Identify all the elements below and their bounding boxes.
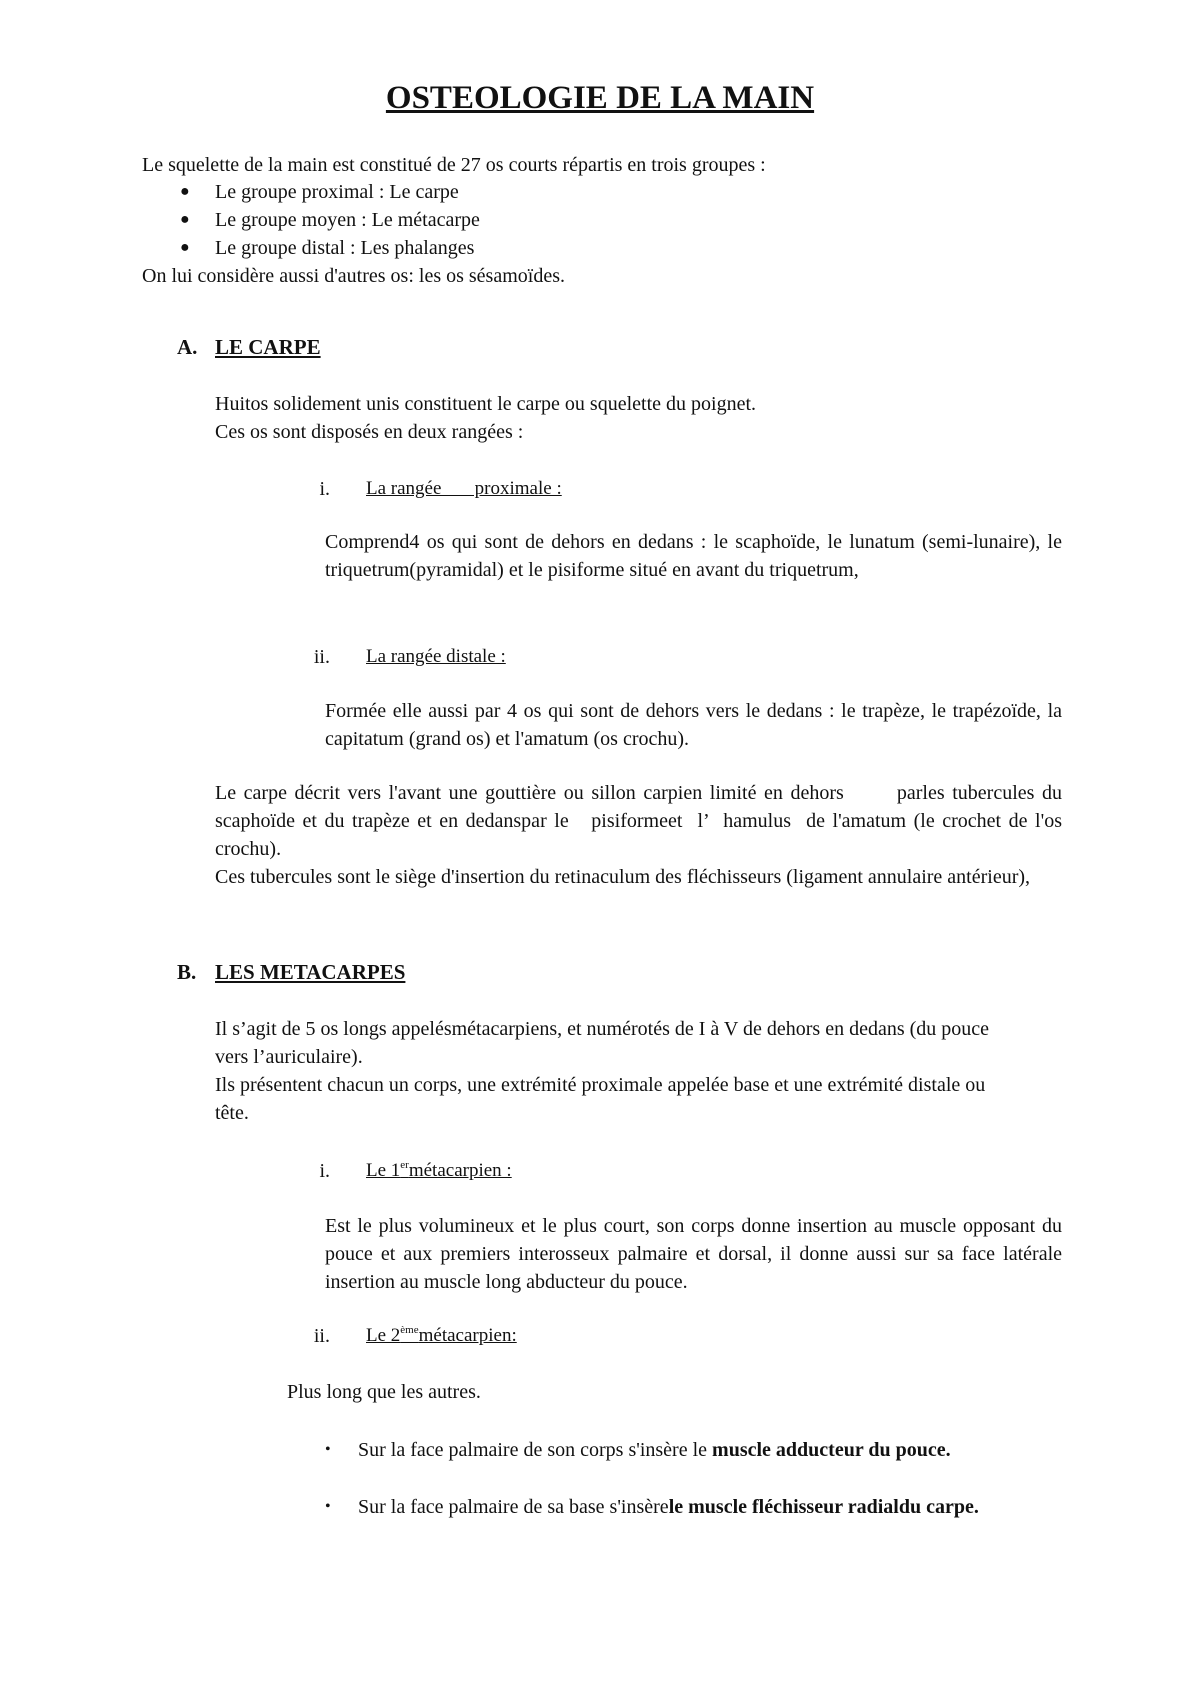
section-letter: B.: [177, 960, 197, 984]
bullet-text-normal: Sur la face palmaire de son corps s'insère le: [358, 1439, 713, 1461]
label-superscript: er: [400, 1159, 409, 1171]
subsection-number: ii.: [313, 646, 330, 668]
bullet-text: Le groupe proximal : Le carpe: [215, 181, 459, 203]
section-a-paragraph: Ces tubercules sont le siège d'insertion du retinaculum des fléchisseurs (ligament annulaire antérieur),: [215, 866, 1031, 888]
subsection-number: ii.: [313, 1325, 330, 1347]
subsection-number: i.: [319, 1160, 330, 1182]
document-title: OSTEOLOGIE DE LA MAIN: [385, 80, 815, 116]
intro-text: Le squelette de la main est constitué de 27 os courts répartis en trois groupes :: [142, 154, 766, 176]
label-part: Le 2: [366, 1325, 401, 1346]
subsection-title: [366, 1157, 512, 1185]
subsection-number: i.: [319, 478, 330, 500]
bullet-icon: •: [325, 1498, 331, 1515]
section-a-paragraph: Huitos solidement unis constituent le carpe ou squelette du poignet.: [215, 393, 757, 415]
section-b-paragraph: Il s’agit de 5 os longs appelésmétacarpiens, et numérotés de I à V de dehors en dedans (du pouce vers l’auriculaire).: [215, 1018, 990, 1068]
label-part: Le 1: [366, 1160, 401, 1181]
bullet-text-bold: le muscle fléchisseur radialdu carpe.: [668, 1496, 979, 1518]
intro-note: On lui considère aussi d'autres os: les os sésamoïdes.: [142, 265, 565, 287]
label-part: métacarpien:: [418, 1325, 517, 1346]
subsection-text: Plus long que les autres.: [287, 1381, 481, 1403]
subsection-title: La rangée distale :: [366, 646, 506, 667]
section-title: LES METACARPES: [215, 960, 406, 984]
subsection-title: La rangée proximale :: [366, 478, 562, 499]
bullet-icon: ●: [180, 183, 190, 200]
bullet-icon: ●: [180, 211, 190, 228]
label-part: métacarpien :: [408, 1160, 512, 1181]
section-title: LE CARPE: [215, 335, 321, 359]
bullet-text: Le groupe moyen : Le métacarpe: [215, 209, 480, 231]
section-letter: A.: [177, 335, 198, 359]
label-superscript: ème: [400, 1324, 419, 1336]
bullet-icon: ●: [180, 239, 190, 256]
section-a-paragraph: Le carpe décrit vers l'avant une gouttière ou sillon carpien limité en dehors parles tubercules du scaphoïde et du trapèze et en dedanspar le pisiformeet l’ hamulus de l'amatum (le crochet de l'os crochu).: [215, 782, 1067, 860]
section-a-paragraph: Ces os sont disposés en deux rangées :: [215, 421, 524, 443]
bullet-text: [358, 1436, 1058, 1464]
subsection-title: [366, 1322, 517, 1350]
subsection-text: Formée elle aussi par 4 os qui sont de dehors vers le dedans : le trapèze, le trapézoïde, la capitatum (grand os) et l'amatum (os crochu).: [325, 700, 1062, 750]
bullet-icon: •: [325, 1441, 331, 1458]
subsection-text: Est le plus volumineux et le plus court, son corps donne insertion au muscle opposant du pouce et aux premiers interosseux palmaire et dorsal, il donne aussi sur sa face latérale insertion au muscle long abducteur du pouce.: [325, 1215, 1062, 1293]
bullet-text-normal: Sur la face palmaire de sa base s'insère: [358, 1496, 669, 1518]
subsection-text: Comprend4 os qui sont de dehors en dedans : le scaphoïde, le lunatum (semi-lunaire), le triquetrum(pyramidal) et le pisiforme situé en avant du triquetrum,: [325, 531, 1062, 581]
bullet-text: [358, 1493, 1058, 1521]
bullet-text: Le groupe distal : Les phalanges: [215, 237, 475, 259]
bullet-text-bold: muscle adducteur du pouce.: [712, 1439, 951, 1461]
section-b-paragraph: Ils présentent chacun un corps, une extrémité proximale appelée base et une extrémité distale ou tête.: [215, 1074, 986, 1124]
